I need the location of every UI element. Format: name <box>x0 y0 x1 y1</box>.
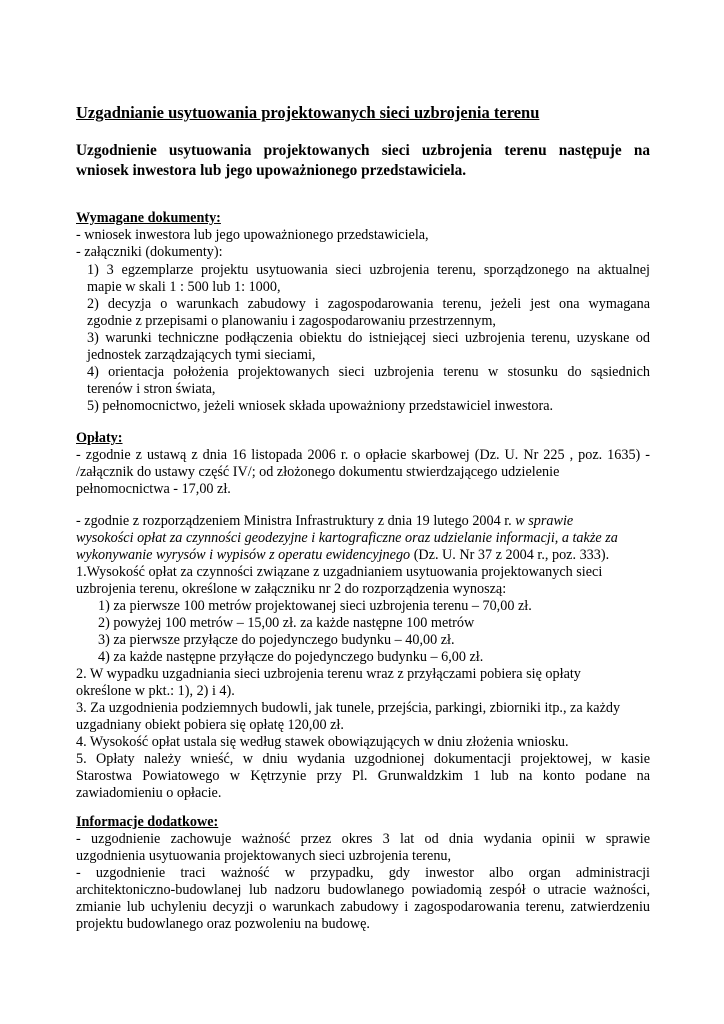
fees-n4: 4. Wysokość opłat ustala się według stawek obowiązujących w dniu złożenia wniosku. <box>76 734 569 750</box>
required-item-4: 4) orientacja położenia projektowanych sieci uzbrojenia terenu w stosunku do sąsiednich <box>87 364 650 380</box>
required-item-3-cont: jednostek zarządzających tymi sieciami, <box>87 347 316 363</box>
fee-rate-4: 4) za każde następne przyłącze do pojedynczego budynku – 6,00 zł. <box>98 649 484 665</box>
fee-rate-1: 1) za pierwsze 100 metrów projektowanej sieci uzbrojenia terenu – 70,00 zł. <box>98 598 532 614</box>
info-p1: uzgodnienia usytuowania projektowanych sieci uzbrojenia terenu, <box>76 848 452 864</box>
fees-p2-line-3 <box>76 547 609 564</box>
fees-p2-text: - zgodnie z rozporządzeniem Ministra Infrastruktury z dnia 19 lutego 2004 r. <box>76 513 516 529</box>
required-item-1: 1) 3 egzemplarze projektu usytuowania sieci uzbrojenia terenu, sporządzonego na aktualnej <box>87 262 650 278</box>
info-p2: projektu budowlanego oraz pozwoleniu na budowę. <box>76 916 370 932</box>
fee-rate-3: 3) za pierwsze przyłącze do pojedynczego budynku – 40,00 zł. <box>98 632 455 648</box>
info-p2: architektoniczno-budowlanej lub nadzoru budowlanego powiadomią zespół o utracie ważności, <box>76 882 650 898</box>
fees-n1: 1.Wysokość opłat za czynności związane z uzgadnianiem usytuowania projektowanych sieci <box>76 564 603 580</box>
required-item-5: 5) pełnomocnictwo, jeżeli wniosek składa upoważniony przedstawiciel inwestora. <box>87 398 554 414</box>
fees-p2-text: (Dz. U. Nr 37 z 2004 r., poz. 333). <box>410 547 610 563</box>
required-heading: Wymagane dokumenty: <box>76 210 221 226</box>
fees-p2-italic: wykonywanie wyrysów i wypisów z operatu ewidencyjnego <box>76 547 411 563</box>
fees-n5: 5. Opłaty należy wnieść, w dniu wydania uzgodnionej dokumentacji projektowej, w kasie <box>76 751 650 767</box>
fees-p1: - zgodnie z ustawą z dnia 16 listopada 2006 r. o opłacie skarbowej (Dz. U. Nr 225 , poz. 1635) - <box>76 447 650 463</box>
fees-n3: 3. Za uzgodnienia podziemnych budowli, jak tunele, przejścia, parkingi, zbiorniki itp., za każdy <box>76 700 621 716</box>
required-item-3: 3) warunki techniczne podłączenia obiektu do istniejącej sieci uzbrojenia terenu, uzyskane od <box>87 330 650 346</box>
required-item-2-cont: zgodnie z przepisami o planowaniu i zagospodarowaniu przestrzennym, <box>87 313 496 329</box>
required-line: - wniosek inwestora lub jego upoważnionego przedstawiciela, <box>76 227 429 243</box>
required-item-2: 2) decyzja o warunkach zabudowy i zagospodarowania terenu, jeżeli jest ona wymagana <box>87 296 650 312</box>
info-p2: zmianie lub uchyleniu decyzji o warunkach zabudowy i zagospodarowania terenu, zatwierdzeniu <box>76 899 650 915</box>
fees-p2-line-2 <box>76 530 618 547</box>
document-title: Uzgadnianie usytuowania projektowanych sieci uzbrojenia terenu <box>76 103 540 122</box>
fees-heading: Opłaty: <box>76 430 123 446</box>
fees-n5: zawiadomieniu o opłacie. <box>76 785 222 801</box>
fees-p1: /załącznik do ustawy część IV/; od złożonego dokumentu stwierdzającego udzielenie <box>76 464 560 480</box>
info-heading: Informacje dodatkowe: <box>76 814 219 830</box>
required-item-1-cont: mapie w skali 1 : 500 lub 1: 1000, <box>87 279 281 295</box>
fees-p2-italic: w sprawie <box>515 513 574 529</box>
required-line: - załączniki (dokumenty): <box>76 244 223 260</box>
info-p2: - uzgodnienie traci ważność w przypadku, gdy inwestor albo organ administracji <box>76 865 650 881</box>
fees-p2-line-1 <box>76 513 573 530</box>
fees-n2: 2. W wypadku uzgadniania sieci uzbrojenia terenu wraz z przyłączami pobiera się opłaty <box>76 666 581 682</box>
fees-p2-italic: wysokości opłat za czynności geodezyjne i kartograficzne oraz udzielanie informacji, a także za <box>76 530 618 546</box>
required-item-4-cont: terenów i stron świata, <box>87 381 216 397</box>
fees-n5: Starostwa Powiatowego w Kętrzynie przy Pl. Grunwaldzkim 1 lub na konto podane na <box>76 768 650 784</box>
lead-line-1: Uzgodnienie usytuowania projektowanych sieci uzbrojenia terenu następuje na <box>76 142 650 159</box>
fees-p1: pełnomocnictwa - 17,00 zł. <box>76 481 231 497</box>
lead-line-2: wniosek inwestora lub jego upoważnionego przedstawiciela. <box>76 162 467 179</box>
fees-n1: uzbrojenia terenu, określone w załączniku nr 2 do rozporządzenia wynoszą: <box>76 581 507 597</box>
fees-n3: uzgadniany obiekt pobiera się opłatę 120,00 zł. <box>76 717 344 733</box>
fees-n2: określone w pkt.: 1), 2) i 4). <box>76 683 235 699</box>
info-p1: - uzgodnienie zachowuje ważność przez okres 3 lat od dnia wydania opinii w sprawie <box>76 831 650 847</box>
fee-rate-2: 2) powyżej 100 metrów – 15,00 zł. za każde następne 100 metrów <box>98 615 475 631</box>
